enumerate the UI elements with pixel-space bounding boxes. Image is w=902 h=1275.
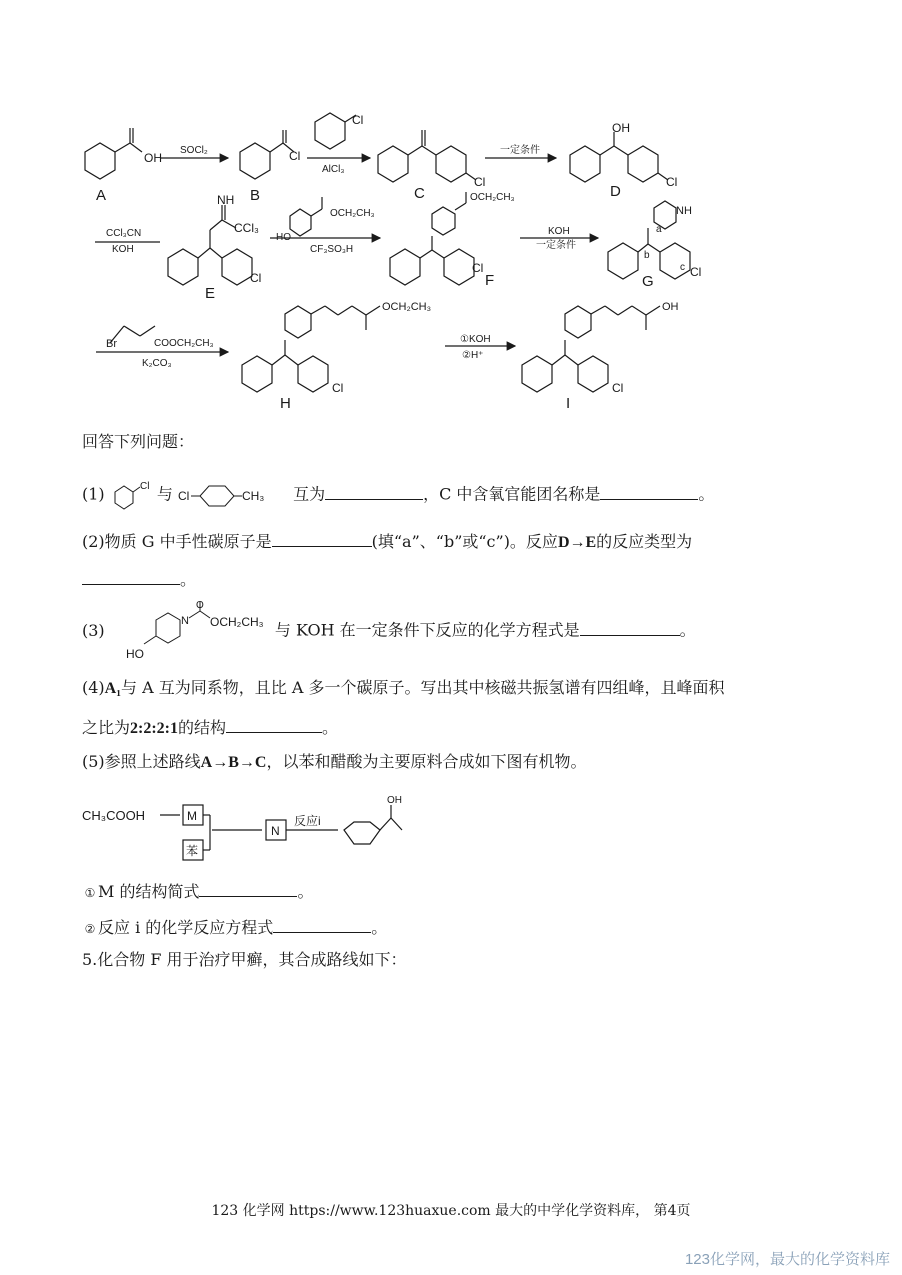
svg-text:c: c xyxy=(680,262,685,273)
svg-text:H: H xyxy=(280,395,291,412)
svg-text:②H⁺: ②H⁺ xyxy=(462,350,484,361)
svg-text:反应i: 反应i xyxy=(294,814,321,828)
svg-text:Cl: Cl xyxy=(332,381,344,395)
page-footer: 123 化学网 https://www.123huaxue.com 最大的中学化学资料库， 第4页 xyxy=(211,1203,691,1219)
svg-text:D: D xyxy=(610,183,621,200)
svg-text:O: O xyxy=(195,600,204,611)
compound-b xyxy=(240,130,294,179)
svg-text:K₂CO₃: K₂CO₃ xyxy=(142,358,172,369)
svg-text:Cl: Cl xyxy=(250,271,262,285)
svg-text:HO: HO xyxy=(125,647,144,661)
svg-text:CCl₃: CCl₃ xyxy=(234,221,259,235)
svg-text:E: E xyxy=(205,285,216,302)
svg-text:一定条件: 一定条件 xyxy=(536,240,576,251)
svg-text:N: N xyxy=(180,615,189,627)
synthesis-diagram xyxy=(82,785,422,867)
compound-c xyxy=(378,130,476,182)
svg-text:Br: Br xyxy=(106,338,117,350)
question-1: (1) Cl 与 Cl CH₃ 互为 ，C 中含氧官能团名称是 。 xyxy=(82,480,714,510)
svg-text:b: b xyxy=(644,250,650,261)
svg-text:苯: 苯 xyxy=(186,844,199,858)
answer-blank-2a[interactable] xyxy=(272,528,372,547)
chlorobenzene-structure xyxy=(110,480,152,510)
svg-text:I: I xyxy=(566,395,571,412)
compound-f xyxy=(390,192,474,285)
compound-e xyxy=(168,205,252,285)
sub-question-2: ② 反应 i 的化学反应方程式 。 xyxy=(82,914,387,938)
svg-text:CF₃SO₃H: CF₃SO₃H xyxy=(310,244,354,255)
svg-text:Cl: Cl xyxy=(289,149,301,163)
svg-text:Cl: Cl xyxy=(666,175,678,189)
chlorotoluene-structure xyxy=(178,480,288,510)
svg-text:AlCl₃: AlCl₃ xyxy=(322,164,345,175)
svg-text:M: M xyxy=(187,809,197,823)
svg-text:a: a xyxy=(656,224,662,235)
svg-text:OH: OH xyxy=(144,151,162,165)
svg-text:C: C xyxy=(414,185,425,202)
svg-text:Cl: Cl xyxy=(139,481,150,492)
question-2: (2)物质 G 中手性碳原子是 (填“a”、“b”或“c”)。反应D→E的反应类型为 xyxy=(82,528,692,553)
svg-text:N: N xyxy=(271,824,280,838)
svg-text:OH: OH xyxy=(612,121,630,135)
watermark: 123化学网，最大的化学资料库 xyxy=(684,1251,890,1268)
svg-text:①KOH: ①KOH xyxy=(460,334,491,345)
svg-text:NH: NH xyxy=(676,205,692,217)
svg-text:Cl: Cl xyxy=(474,175,486,189)
answer-blank-5b[interactable] xyxy=(273,914,371,933)
svg-text:KOH: KOH xyxy=(112,244,134,255)
svg-text:CH₃: CH₃ xyxy=(241,489,265,503)
svg-text:Cl: Cl xyxy=(352,113,364,127)
svg-text:CH₃COOH: CH₃COOH xyxy=(82,808,146,823)
question-4-cont: 之比为2:2:2:1的结构 。 xyxy=(82,714,338,739)
svg-text:OH: OH xyxy=(662,301,679,313)
svg-text:KOH: KOH xyxy=(548,226,570,237)
svg-text:G: G xyxy=(642,273,654,290)
answer-blank-2b[interactable] xyxy=(82,566,180,585)
compound-a xyxy=(85,128,142,179)
answer-blank-5a[interactable] xyxy=(199,878,297,897)
svg-text:OCH₂CH₃: OCH₂CH₃ xyxy=(209,615,264,629)
svg-text:SOCl₂: SOCl₂ xyxy=(180,145,208,156)
svg-text:OCH₂CH₃: OCH₂CH₃ xyxy=(470,192,515,203)
intro-text: 回答下列问题： xyxy=(82,432,195,451)
svg-text:NH: NH xyxy=(217,193,235,207)
svg-text:OH: OH xyxy=(387,795,402,806)
compound-d xyxy=(570,132,668,182)
svg-text:F: F xyxy=(485,272,495,289)
answer-blank-1a[interactable] xyxy=(325,481,423,500)
svg-text:OCH₂CH₃: OCH₂CH₃ xyxy=(382,301,432,313)
svg-text:Cl: Cl xyxy=(472,261,484,275)
svg-text:OCH₂CH₃: OCH₂CH₃ xyxy=(330,208,375,219)
piperidine-ester-structure xyxy=(110,598,270,664)
svg-text:Cl: Cl xyxy=(177,489,190,503)
reaction-scheme xyxy=(0,0,902,420)
svg-text:COOCH₂CH₃: COOCH₂CH₃ xyxy=(154,338,214,349)
question-5: (5)参照上述路线A→B→C，以苯和醋酸为主要原料合成如下图有机物。 xyxy=(82,752,587,771)
svg-text:一定条件: 一定条件 xyxy=(500,145,540,156)
svg-text:HO: HO xyxy=(276,232,291,243)
compound-h xyxy=(242,306,380,392)
sub-question-1: ① M 的结构简式 。 xyxy=(82,878,314,902)
answer-blank-4[interactable] xyxy=(226,714,322,733)
svg-text:CCl₃CN: CCl₃CN xyxy=(106,228,142,239)
answer-blank-3[interactable] xyxy=(580,617,680,636)
svg-text:Cl: Cl xyxy=(690,265,702,279)
svg-text:B: B xyxy=(250,187,261,204)
question-3: (3) HO N O OCH₂CH₃ 与 KOH 在一定条件下反应的化学方程式是 。 xyxy=(82,598,696,664)
svg-text:Cl: Cl xyxy=(612,381,624,395)
svg-text:A: A xyxy=(96,187,107,204)
question-4: (4)A₁与 A 互为同系物，且比 A 多一个碳原子。写出其中核磁共振氢谱有四组峰，且峰面积 xyxy=(82,678,725,697)
compound-i xyxy=(522,306,660,392)
next-question: 5.化合物 F 用于治疗甲癣，其合成路线如下： xyxy=(82,950,407,969)
answer-blank-1b[interactable] xyxy=(600,481,698,500)
question-2-cont: 。 xyxy=(82,566,196,590)
